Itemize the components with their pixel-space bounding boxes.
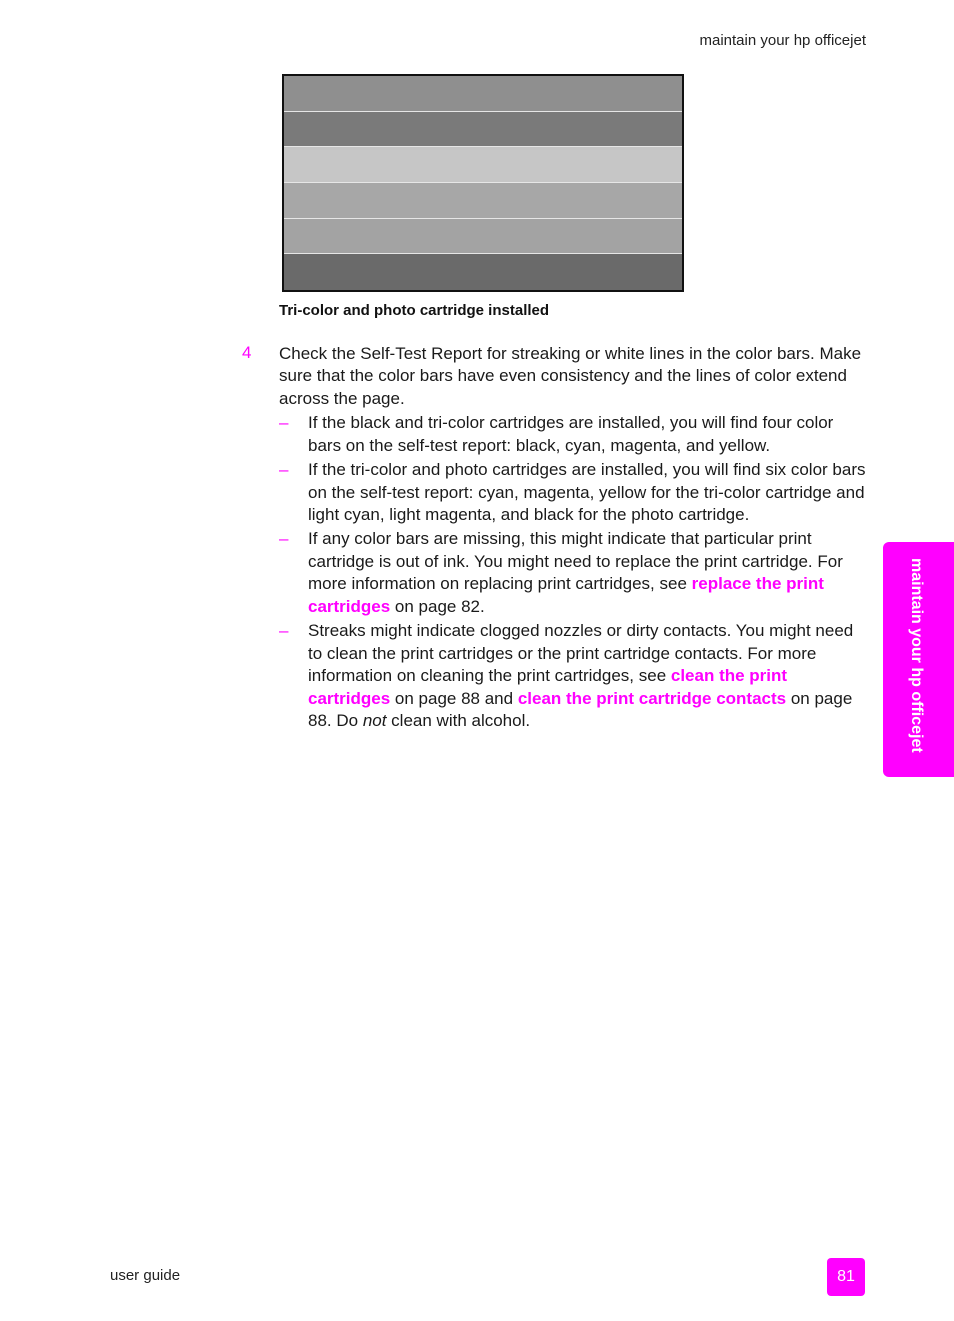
list-item [279,459,866,527]
list-item [279,528,866,618]
color-bar [284,147,682,183]
list-item-text: If any color bars are missing, this might indicate that particular print cartridge is out of ink. You might need to replace the print cartridge. For more information on replacing print cartridges, see [308,529,843,594]
list-item-text: Streaks might indicate clogged nozzles or dirty contacts. You might need to clean the print cartridges or the print cartridge contacts. For more information on cleaning the print cartridges, see [308,621,854,686]
self-test-color-bars-image [282,74,684,292]
dash-marker: – [279,459,289,479]
bullet-list [279,412,866,733]
link-clean-print-cartridges[interactable]: clean the print cartridges [308,666,788,708]
figure-caption: Tri-color and photo cartridge installed [279,302,550,319]
step-4 [242,343,866,735]
chapter-side-tab [883,542,954,777]
dash-marker: – [279,413,289,433]
list-item-text: on page 82. [390,596,485,616]
color-bar [284,254,682,290]
link-clean-print-cartridge-contacts[interactable]: clean the print cartridge contacts [517,688,787,708]
list-item-text: If the black and tri-color cartridges are installed, you will find four color bars on the self-test report: black, cyan, magenta, and yellow. [308,413,834,455]
dash-marker: – [279,621,289,641]
step-number: 4 [242,343,252,362]
side-tab-label: maintain your hp officejet [908,558,925,753]
list-item-text: If the tri-color and photo cartridges are installed, you will find six color bars on the self-test report: cyan, magenta, yellow for the tri-color cartridge and light cyan, light magenta, and black for the photo cartridge. [308,459,866,525]
color-bar [284,219,682,255]
emphasis-not: not [362,711,387,731]
list-item [279,620,866,733]
step-text: Check the Self-Test Report for streaking or white lines in the color bars. Make sure that the color bars have even consistency and the lines of color extend across the page. [279,344,862,408]
list-item-text: on page 88. Do [308,688,853,731]
page-number-badge: 81 [827,1258,865,1296]
color-bar [284,76,682,112]
list-item-text: clean with alcohol. [386,711,531,731]
footer-label: user guide [110,1267,181,1284]
color-bar [284,112,682,148]
dash-marker: – [279,529,289,549]
link-replace-print-cartridges[interactable]: replace the print cartridges [308,574,824,616]
color-bar [284,183,682,219]
list-item [279,412,866,457]
page-header-title: maintain your hp officejet [699,32,866,49]
list-item-text: on page 88 and [390,688,518,708]
